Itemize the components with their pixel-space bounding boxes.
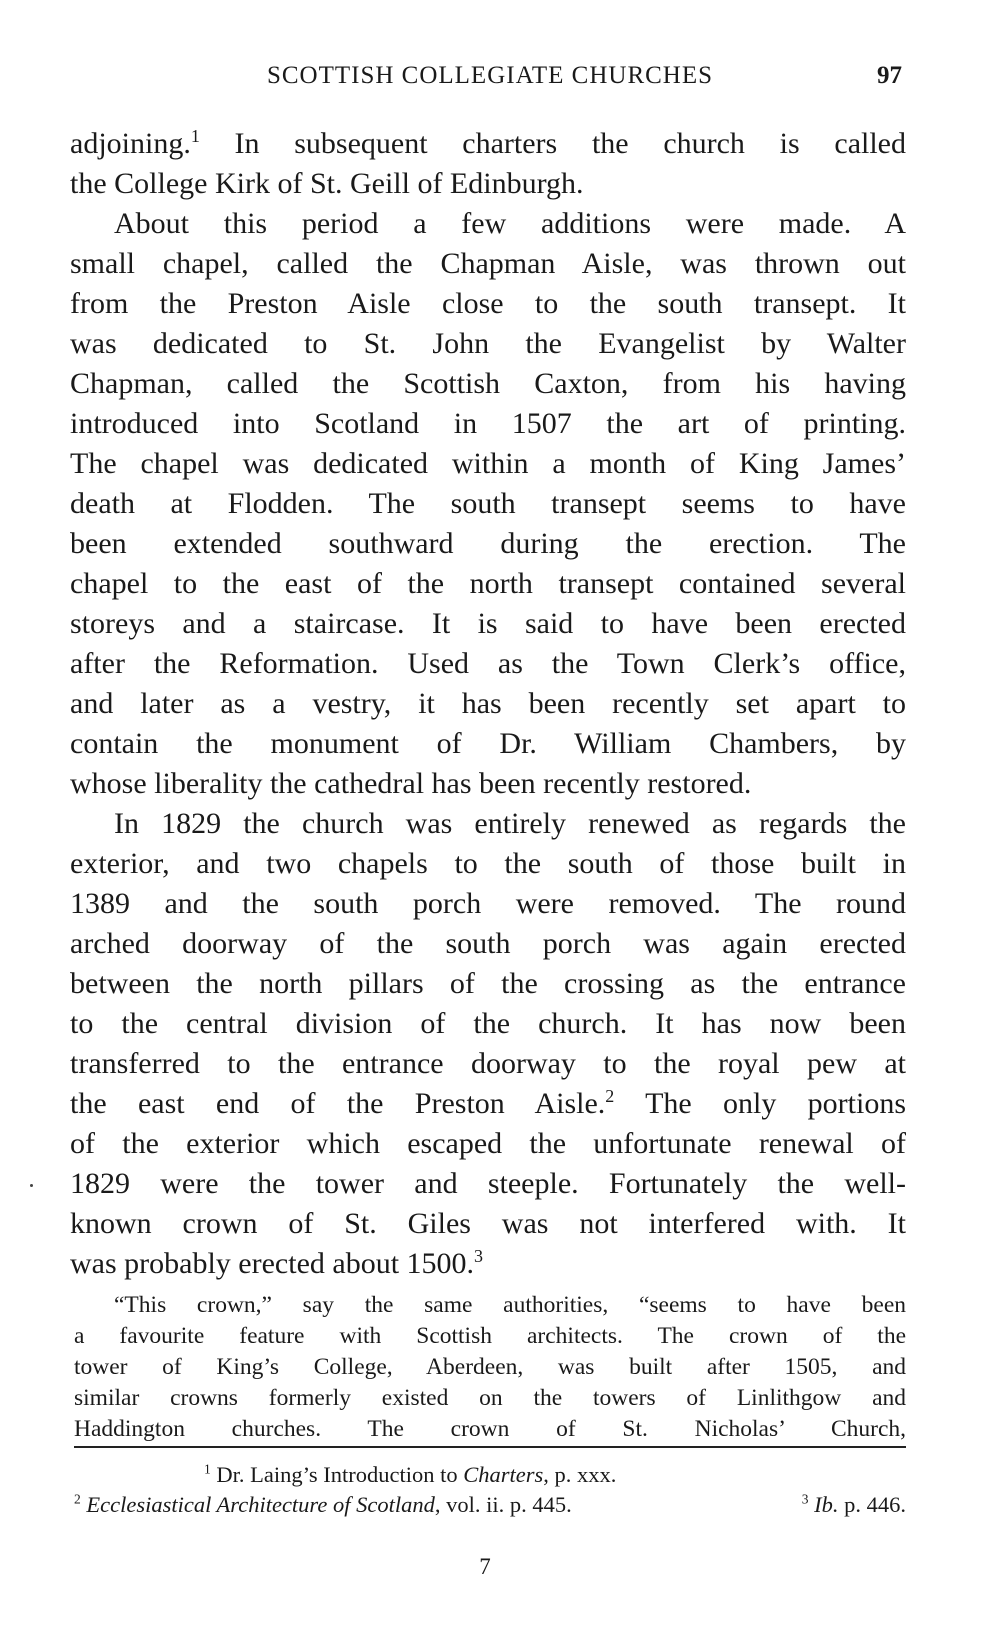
text-line: after the Reformation. Used as the Town Clerk’s office, (70, 647, 906, 680)
footnote-row (74, 1490, 906, 1520)
text-line: 1829 were the tower and steeple. Fortunately the well- (70, 1167, 906, 1200)
text-line: to the central division of the church. It has now been (70, 1007, 906, 1040)
text-line: and later as a vestry, it has been recently set apart to (70, 687, 906, 720)
footnote-ref: 2 (605, 1086, 615, 1106)
text-line: was probably erected about 1500.$^3$ (70, 1246, 484, 1280)
text-line: introduced into Scotland in 1507 the art of printing. (70, 407, 906, 440)
text-line: About this period a few additions were made. A (114, 207, 906, 240)
page-number: 97 (877, 62, 902, 89)
text-line: the east end of the Preston Aisle.$^2$ The only portions (70, 1086, 906, 1120)
text-line: The chapel was dedicated within a month of King James’ (70, 447, 906, 480)
quote-line: tower of King’s College, Aberdeen, was built after 1505, and (74, 1354, 906, 1380)
text-line: been extended southward during the erection. The (70, 527, 906, 560)
text-line: known crown of St. Giles was not interfered with. It (70, 1207, 906, 1240)
text-line: transferred to the entrance doorway to the royal pew at (70, 1047, 906, 1080)
running-title: SCOTTISH COLLEGIATE CHURCHES (266, 62, 714, 89)
text-line: small chapel, called the Chapman Aisle, was thrown out (70, 247, 906, 280)
text-line: adjoining.$^1$ In subsequent charters the church is called (70, 126, 906, 160)
text-line: between the north pillars of the crossing as the entrance (70, 967, 906, 1000)
ink-speck (30, 1184, 33, 1187)
block-quote (74, 1290, 906, 1445)
quote-line: a favourite feature with Scottish architects. The crown of the (74, 1323, 906, 1349)
text-line: of the exterior which escaped the unfortunate renewal of (70, 1127, 906, 1160)
text-line: 1389 and the south porch were removed. The round (70, 887, 906, 920)
main-text (70, 124, 906, 1284)
text-line: chapel to the east of the north transept contained several (70, 567, 906, 600)
quote-line: similar crowns formerly existed on the towers of Linlithgow and (74, 1385, 906, 1411)
text-line: from the Preston Aisle close to the south transept. It (70, 287, 906, 320)
footnote-1: $^1$ Dr. Laing’s Introduction to Charters, p. xxx. (204, 1461, 617, 1487)
quote-line: Haddington churches. The crown of St. Nicholas’ Church, (74, 1416, 906, 1442)
footnote-divider (74, 1446, 906, 1448)
footnote-ref: 1 (190, 126, 200, 146)
footnote-ref: 3 (474, 1246, 484, 1266)
running-head (70, 58, 910, 94)
text-line: exterior, and two chapels to the south of those built in (70, 847, 906, 880)
text-line: whose liberality the cathedral has been recently restored. (70, 767, 752, 800)
footnote-2: $^2$ Ecclesiastical Architecture of Scotland, vol. ii. p. 445. (74, 1491, 572, 1517)
text-line: the College Kirk of St. Geill of Edinburgh. (70, 167, 584, 200)
text-line: arched doorway of the south porch was again erected (70, 927, 906, 960)
text-line: was dedicated to St. John the Evangelist by Walter (70, 327, 906, 360)
quote-line: “This crown,” say the same authorities, “seems to have been (114, 1292, 906, 1318)
text-line: storeys and a staircase. It is said to have been erected (70, 607, 906, 640)
text-line: contain the monument of Dr. William Chambers, by (70, 727, 906, 760)
signature-mark: 7 (479, 1554, 491, 1579)
footnotes (74, 1460, 906, 1520)
text-line: Chapman, called the Scottish Caxton, from his having (70, 367, 906, 400)
text-line: In 1829 the church was entirely renewed as regards the (114, 807, 906, 840)
footnote-3: $^3$ Ib. p. 446. (801, 1491, 906, 1517)
text-line: death at Flodden. The south transept seems to have (70, 487, 906, 520)
